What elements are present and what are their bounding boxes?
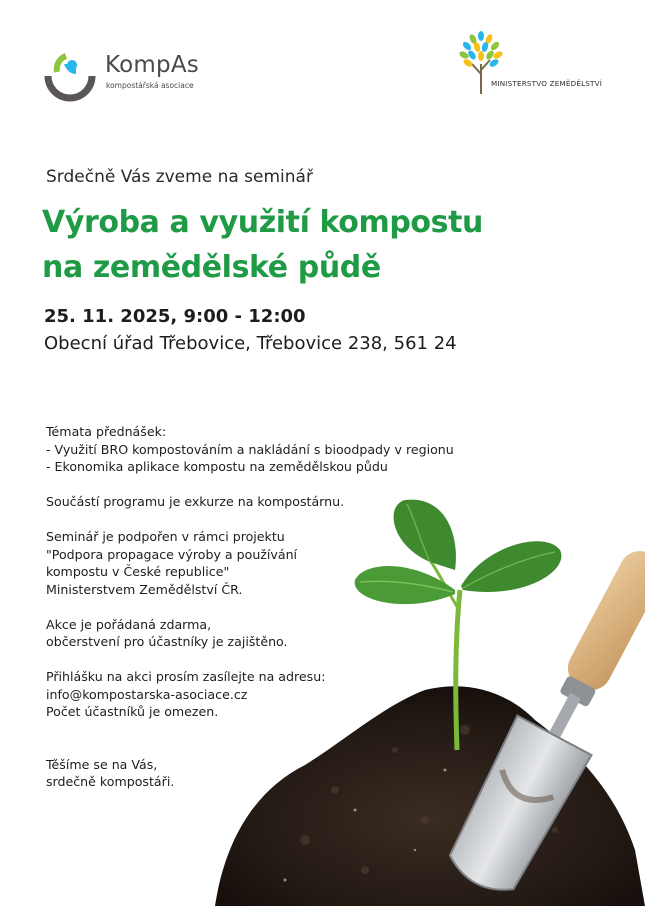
seminar-title-line-1: Výroba a využití kompostu (42, 205, 483, 240)
seedling-soil-trowel-image (215, 490, 645, 906)
kompas-logo-name: KompAs (105, 52, 199, 78)
closing-line: Těšíme se na Vás, (46, 756, 158, 772)
venue: Obecní úřad Třebovice, Třebovice 238, 561 24 (44, 333, 457, 354)
registration-email: info@kompostarska-asociace.cz (46, 686, 248, 702)
leaf-top (394, 500, 456, 570)
invitation-line: Srdečně Vás zveme na seminář (46, 167, 313, 187)
ministry-logo-name: MINISTERSTVO ZEMĚDĚLSTVÍ (491, 79, 603, 88)
leaf-right (461, 541, 561, 592)
topics-heading: Témata přednášek: (46, 424, 167, 439)
seminar-title-line-2: na zemědělské půdě (42, 250, 381, 285)
registration-line: Přihlášku na akci prosím zasílejte na adresu: (46, 669, 326, 684)
project-line: Seminář je podpořen v rámci projektu (46, 529, 285, 544)
soil-mound (215, 686, 645, 906)
registration-line: Počet účastníků je omezen. (46, 704, 219, 719)
project-line: "Podpora propagace výroby a používání (46, 546, 298, 562)
closing-line: srdečně kompostáři. (46, 774, 175, 789)
topics-block (46, 423, 486, 476)
topic-item: - Ekonomika aplikace kompostu na zemědělskou půdu (46, 459, 388, 474)
excursion-text: Součástí programu je exkurze na kompostárnu. (46, 494, 345, 509)
project-line: kompostu v České republice" (46, 564, 230, 579)
seminar-title (42, 200, 483, 290)
project-line: Ministerstvem Zemědělství ČR. (46, 581, 243, 597)
free-event-line: Akce je pořádaná zdarma, (46, 616, 212, 632)
kompas-logo (44, 50, 214, 102)
kompas-logo-mark (44, 50, 104, 102)
topic-item: - Využití BRO kompostováním a nakládání s bioodpady v regionu (46, 441, 454, 457)
date-time: 25. 11. 2025, 9:00 - 12:00 (44, 306, 306, 327)
free-event-line: občerstvení pro účastníky je zajištěno. (46, 634, 288, 649)
kompas-logo-subtitle: kompostářská asociace (106, 81, 194, 90)
leaf-left (355, 566, 455, 604)
ministry-logo (458, 30, 618, 100)
